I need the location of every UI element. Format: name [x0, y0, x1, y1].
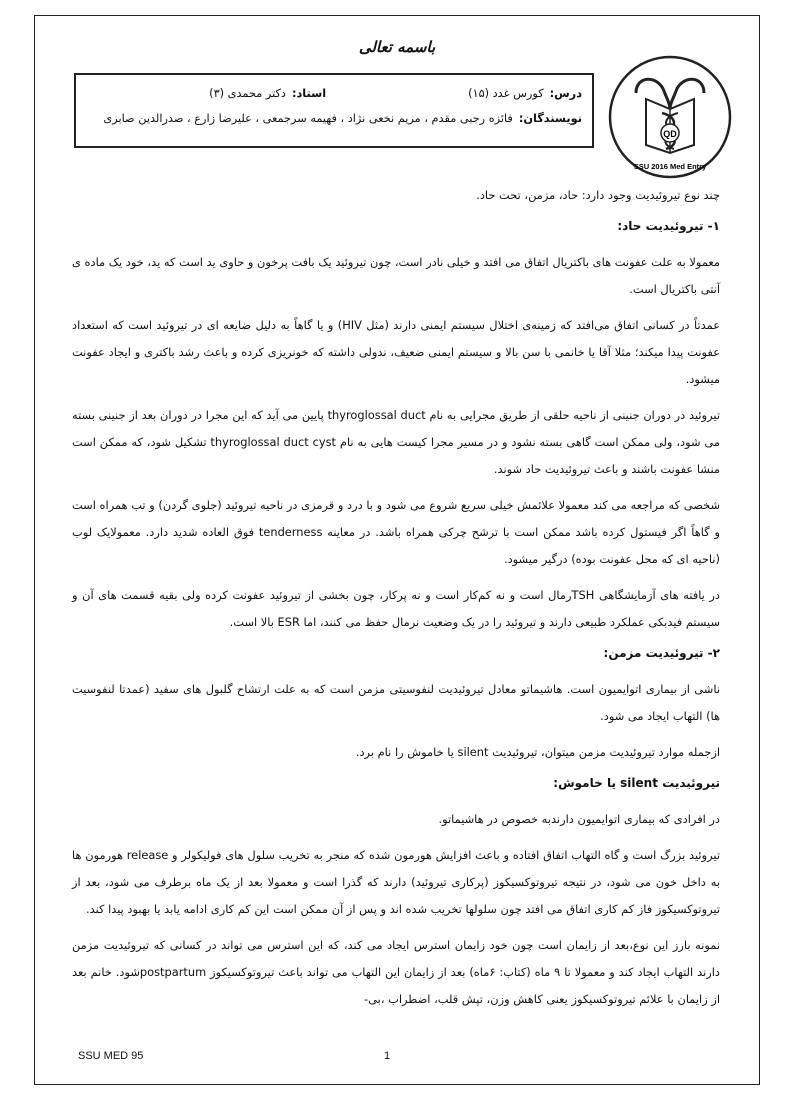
paragraph-10: نمونه بارز این نوع،بعد از زایمان است چون خود زایمان استرس ایجاد می کند، که این استرس می تواند در کسانی که تیروئیدیت مزمن دارند التهاب ایجاد کند و معمولا تا ۹ ماه (کتاب: ۶ماه) بعد از زایمان این التهاب می تواند باعث تیروتوکسیکوز postpartumشود. خانم بعد از زایمان با علائم تیروتوکسیکوز یعنی کاهش وزن، تپش قلب، اضطراب ،بی-: [72, 938, 720, 1006]
paragraph-1: معمولا به علت عفونت های باکتریال اتفاق می افتد و خیلی نادر است، چون تیروئید یک بافت پرخون و حاوی ید است که ید، خود یک ماده ی آنتی باکتریال است.: [72, 255, 720, 296]
paragraph-9: تیروئید بزرگ است و گاه التهاب اتفاق افتاده و باعث افزایش هورمون شده که منجر به تخریب سلول های فولیکولر و release هورمون ها به داخل خون می شود، در نتیجه تیروتوکسیکوز (پرکاری تیروئید) دارند که گذرا است و معمولا بعد از یک ماه برطرف می شود، بعد از تیروتوکسیکوز فاز کم کاری اتفاق می افتد چون سلولها تخریب شده اند و پس از آن ممکن است این کم کاری ادامه یابد یا بهبود پیدا کند.: [72, 848, 720, 916]
logo-caption: SSU 2016 Med Entry: [633, 162, 707, 171]
basmala: باسمه تعالی: [358, 38, 436, 56]
intro-paragraph: چند نوع تیروئیدیت وجود دارد: حاد، مزمن، تحت حاد.: [476, 188, 720, 202]
document-body: [72, 182, 720, 1022]
page-number: 1: [384, 1050, 391, 1062]
paragraph-8: در افرادی که بیماری اتوایمیون دارندبه خصوص در هاشیماتو.: [438, 812, 720, 826]
authors-row: [86, 106, 582, 131]
teacher-label: استاد:: [291, 87, 327, 100]
teacher-value: دکتر محمدی (۳): [209, 87, 286, 100]
paragraph-6: ناشی از بیماری اتوایمیون است. هاشیماتو معادل تیروئیدیت لنفوسیتی مزمن است که به علت ارتشاح گلبول های سفید (عمدتا لنفوسیت ها) التهاب ایجاد می شود.: [72, 682, 720, 723]
course-label: درس:: [549, 87, 582, 100]
paragraph-4: شخصی که مراجعه می کند معمولا علائمش خیلی سریع شروع می شود و با درد و قرمزی در ناحیه تیروئید (جلوی گردن) و تب همراه است و گاهاً اگر فیستول کرده باشد ممکن است با ترشح چرکی همراه باشد. در معاینه tenderness فوق العاده شدید دارد. معمولایک لوب (ناحیه ای که محل عفونت بوده) درگیر میشود.: [72, 498, 720, 566]
paragraph-5: در یافته های آزمایشگاهی TSHرمال است و نه کم‌کار است و نه پرکار، چون بخشی از تیروئید عفونت کرده ولی بقیه قسمت های آن و سیستم فیدبکی عملکرد طبیعی دارند و تیروئید را در یک وضعیت نرمال حفظ می کنند، اما ESR بالا است.: [72, 588, 720, 629]
paragraph-7: ازجمله موارد تیروئیدیت مزمن میتوان، تیروئیدیت silent یا خاموش را نام برد.: [355, 745, 720, 759]
course-value: کورس غدد (۱۵): [468, 87, 544, 100]
heading-acute-thyroiditis: ۱- تیروئیدیت حاد:: [617, 219, 720, 233]
heading-chronic-thyroiditis: ۲- تیروئیدیت مزمن:: [603, 646, 720, 660]
paragraph-3: تیروئید در دوران جنینی از ناحیه حلقی از طریق مجرایی به نام thyroglossal duct پایین می آید که این مجرا در دوران بعد از جنینی بسته می شود، ولی ممکن است گاهی بسته نشود و در مسیر مجرا کیست هایی به نام thyroglossal duct cyst تشکیل شود، که ممکن است منشا عفونت باشند و باعث تیروئیدیت حاد شوند.: [72, 408, 720, 476]
heading-silent-thyroiditis: تیروئیدیت silent یا خاموش:: [553, 776, 720, 790]
paragraph-2: عمدتاً در کسانی اتفاق می‌افتد که زمینه‌ی اختلال سیستم ایمنی دارند (مثل HIV) و یا گاهاً به دلیل ضایعه ای در تیروئید است که استعداد عفونت پیدا میکند؛ مثلا آقا یا خانمی با سن بالا و سیستم ایمنی ضعیف، ندولی داشته که خونریزی کرده و باعث رشد باکتری و ایجاد عفونت میشود.: [72, 318, 720, 386]
footer-label: SSU MED 95: [78, 1050, 144, 1062]
authors-label: نویسندگان:: [518, 112, 582, 125]
logo-initials: QD: [663, 129, 677, 139]
ssu-med-entry-logo: [606, 53, 734, 183]
course-row: [86, 81, 582, 106]
header-info-box: [74, 73, 594, 148]
authors-value: فائزه رجبی مقدم ، مریم نخعی نژاد ، فهیمه سرجمعی ، علیرضا زارع ، صدرالدین صابری: [103, 112, 513, 125]
